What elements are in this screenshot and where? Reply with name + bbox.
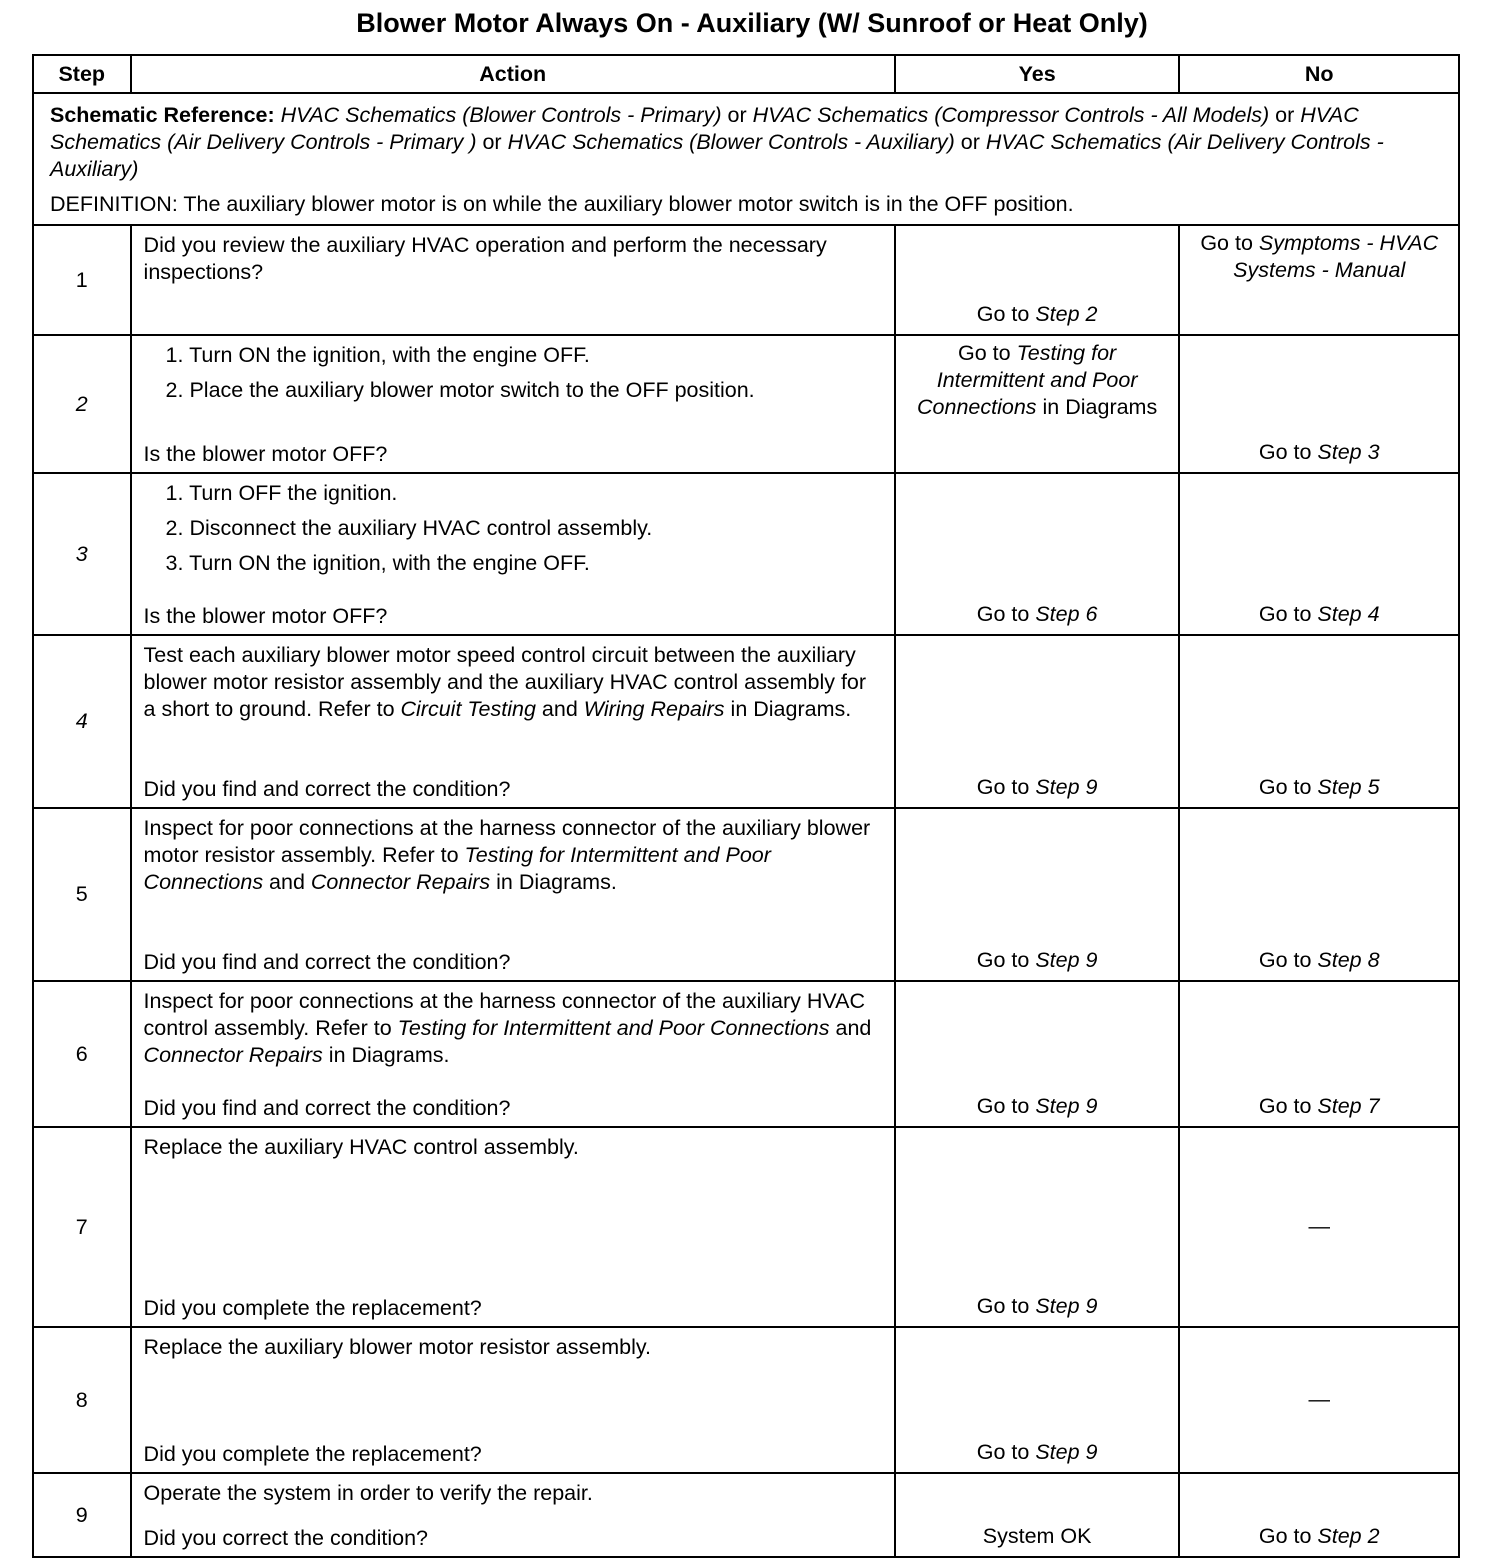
- action-instruction: [144, 988, 882, 1069]
- yes-result: [895, 1327, 1180, 1473]
- action-question: Is the blower motor OFF?: [143, 604, 388, 628]
- header-yes: Yes: [895, 55, 1180, 93]
- no-result-reference-link: Symptoms - HVAC Systems - Manual: [1233, 231, 1439, 282]
- yes-result-reference-link: Step 9: [1035, 1440, 1098, 1464]
- action-cell: [131, 635, 895, 808]
- no-result-text: —: [1308, 1386, 1330, 1411]
- action-question: Did you find and correct the condition?: [143, 777, 511, 801]
- schematic-reference-link: HVAC Schematics (Air Delivery Controls - Primary ): [50, 103, 1359, 154]
- action-text: in Diagrams.: [322, 1043, 450, 1067]
- yes-result-text: Go to: [976, 302, 1036, 326]
- action-list-item: 2. Disconnect the auxiliary HVAC control assembly.: [165, 516, 653, 540]
- step-number: 1: [33, 225, 131, 335]
- no-result: [1179, 635, 1459, 808]
- schematic-reference-link: HVAC Schematics (Air Delivery Controls - Auxiliary): [50, 130, 1384, 181]
- no-result-reference-link: Step 8: [1317, 948, 1380, 972]
- schematic-text: or: [476, 130, 508, 154]
- yes-result-text: Go to: [976, 948, 1036, 972]
- table-row: [33, 1473, 1459, 1557]
- table-row: [33, 225, 1459, 335]
- action-instruction: [144, 1134, 882, 1161]
- no-result-reference-link: Step 5: [1317, 775, 1380, 799]
- action-instruction: [144, 642, 882, 723]
- yes-result-text: Go to: [976, 1094, 1036, 1118]
- schematic-text: or: [721, 103, 753, 127]
- yes-result-reference-link: Testing for Intermittent and Poor Connections: [917, 341, 1138, 419]
- action-text: and: [829, 1016, 872, 1040]
- schematic-reference: [50, 102, 1442, 183]
- step-number: 2: [33, 335, 131, 473]
- action-text: Replace the auxiliary HVAC control assembly.: [143, 1135, 579, 1159]
- step-number: 6: [33, 981, 131, 1127]
- yes-result-text: Go to: [958, 341, 1017, 365]
- action-question: Is the blower motor OFF?: [143, 442, 388, 466]
- step-number: 4: [33, 635, 131, 808]
- no-result-reference-link: Step 7: [1317, 1094, 1380, 1118]
- action-cell: [131, 335, 895, 473]
- action-cell: [131, 225, 895, 335]
- action-reference-link: Connector Repairs: [143, 1043, 323, 1067]
- no-result: [1179, 981, 1459, 1127]
- action-reference-link: Connector Repairs: [310, 870, 491, 894]
- yes-result-reference-link: Step 9: [1035, 1294, 1098, 1318]
- action-text: Inspect for poor connections at the harness connector of the auxiliary HVAC control assembly. Refer to: [143, 989, 865, 1040]
- definition-text: DEFINITION: The auxiliary blower motor is on while the auxiliary blower motor switch is in the OFF position.: [50, 192, 1074, 216]
- schematic-reference-link: HVAC Schematics (Blower Controls - Primary): [280, 103, 722, 127]
- header-step: Step: [33, 55, 131, 93]
- table-row: [33, 1327, 1459, 1473]
- no-result-text: Go to: [1258, 1524, 1318, 1548]
- action-instruction: [144, 815, 882, 896]
- yes-result: [895, 635, 1180, 808]
- page-title: Blower Motor Always On - Auxiliary (W/ Sunroof or Heat Only): [356, 8, 1148, 38]
- header-action: Action: [131, 55, 895, 93]
- schematic-text: or: [954, 130, 986, 154]
- yes-result: [895, 808, 1180, 981]
- table-row: [33, 635, 1459, 808]
- action-reference-link: Wiring Repairs: [583, 697, 725, 721]
- no-result: [1179, 1327, 1459, 1473]
- step-number: 9: [33, 1473, 131, 1557]
- action-text: and: [535, 697, 584, 721]
- action-reference-link: Testing for Intermittent and Poor Connections: [397, 1016, 830, 1040]
- schematic-reference-label: Schematic Reference:: [50, 103, 275, 127]
- action-question: Did you correct the condition?: [143, 1526, 428, 1550]
- schematic-reference-row: [33, 93, 1459, 225]
- no-result: [1179, 1127, 1459, 1327]
- schematic-reference-cell: [33, 93, 1459, 225]
- yes-result-reference-link: Step 9: [1035, 775, 1098, 799]
- action-reference-link: Testing for Intermittent and Poor Connections: [143, 843, 771, 894]
- action-instruction: [144, 232, 882, 286]
- action-text: Operate the system in order to verify the repair.: [143, 1481, 593, 1505]
- no-result-text: Go to: [1258, 948, 1318, 972]
- no-result-reference-link: Step 4: [1317, 602, 1380, 626]
- diagnostic-table: [32, 54, 1460, 1558]
- no-result: [1179, 335, 1459, 473]
- no-result-reference-link: Step 2: [1317, 1524, 1380, 1548]
- action-cell: [131, 981, 895, 1127]
- yes-result-reference-link: Step 6: [1035, 602, 1098, 626]
- action-reference-link: Circuit Testing: [400, 697, 536, 721]
- action-text: Inspect for poor connections at the harness connector of the auxiliary blower motor resistor assembly. Refer to: [143, 816, 871, 867]
- no-result: [1179, 808, 1459, 981]
- schematic-text: or: [1269, 103, 1301, 127]
- yes-result-text: in Diagrams: [1036, 395, 1158, 419]
- no-result-text: Go to: [1258, 602, 1318, 626]
- no-result-text: Go to: [1200, 231, 1259, 255]
- action-question: Did you find and correct the condition?: [143, 1096, 511, 1120]
- no-result: [1179, 1473, 1459, 1557]
- no-result-text: Go to: [1258, 775, 1318, 799]
- action-list-item: 3. Turn ON the ignition, with the engine OFF.: [165, 551, 590, 575]
- no-result-text: Go to: [1258, 1094, 1318, 1118]
- action-question: Did you find and correct the condition?: [143, 950, 511, 974]
- action-cell: [131, 1473, 895, 1557]
- step-number: 3: [33, 473, 131, 635]
- no-result: [1179, 225, 1459, 335]
- no-result-text: —: [1308, 1213, 1330, 1238]
- action-text: Did you review the auxiliary HVAC operation and perform the necessary inspections?: [143, 233, 827, 284]
- table-header-row: [33, 55, 1459, 93]
- no-result-reference-link: Step 3: [1317, 440, 1380, 464]
- action-text: and: [263, 870, 311, 894]
- table-row: [33, 473, 1459, 635]
- action-cell: [131, 1327, 895, 1473]
- schematic-reference-link: HVAC Schematics (Blower Controls - Auxiliary): [507, 130, 955, 154]
- yes-result-text: Go to: [976, 1440, 1036, 1464]
- table-row: [33, 1127, 1459, 1327]
- action-question: Did you complete the replacement?: [143, 1296, 482, 1320]
- table-row: [33, 981, 1459, 1127]
- yes-result: [895, 981, 1180, 1127]
- yes-result-text: Go to: [976, 775, 1036, 799]
- action-cell: [131, 808, 895, 981]
- yes-result-text: Go to: [976, 602, 1036, 626]
- action-text: Test each auxiliary blower motor speed control circuit between the auxiliary blower motor resistor assembly and the auxiliary HVAC control assembly for a short to ground. Refer to: [143, 643, 867, 721]
- step-number: 8: [33, 1327, 131, 1473]
- action-cell: [131, 1127, 895, 1327]
- yes-result: [895, 1473, 1180, 1557]
- step-number: 7: [33, 1127, 131, 1327]
- action-text: in Diagrams.: [724, 697, 852, 721]
- action-instruction: [144, 1334, 882, 1361]
- action-question: Did you complete the replacement?: [143, 1442, 482, 1466]
- header-no: No: [1179, 55, 1459, 93]
- action-list-item: 1. Turn OFF the ignition.: [165, 481, 398, 505]
- action-list-item: 2. Place the auxiliary blower motor switch to the OFF position.: [165, 378, 755, 402]
- yes-result-reference-link: Step 9: [1035, 948, 1098, 972]
- table-row: [33, 808, 1459, 981]
- table-row: [33, 335, 1459, 473]
- action-cell: [131, 473, 895, 635]
- no-result-text: Go to: [1258, 440, 1318, 464]
- action-text: Replace the auxiliary blower motor resistor assembly.: [143, 1335, 651, 1359]
- no-result: [1179, 473, 1459, 635]
- yes-result-text: System OK: [982, 1524, 1092, 1548]
- yes-result: [895, 1127, 1180, 1327]
- step-number: 5: [33, 808, 131, 981]
- yes-result: [895, 225, 1180, 335]
- yes-result: [895, 335, 1180, 473]
- action-text: in Diagrams.: [490, 870, 617, 894]
- yes-result-reference-link: Step 2: [1035, 302, 1098, 326]
- yes-result-reference-link: Step 9: [1035, 1094, 1098, 1118]
- yes-result: [895, 473, 1180, 635]
- schematic-reference-link: HVAC Schematics (Compressor Controls - All Models): [752, 103, 1270, 127]
- action-list-item: 1. Turn ON the ignition, with the engine OFF.: [165, 343, 590, 367]
- action-instruction: [144, 1480, 882, 1507]
- yes-result-text: Go to: [976, 1294, 1036, 1318]
